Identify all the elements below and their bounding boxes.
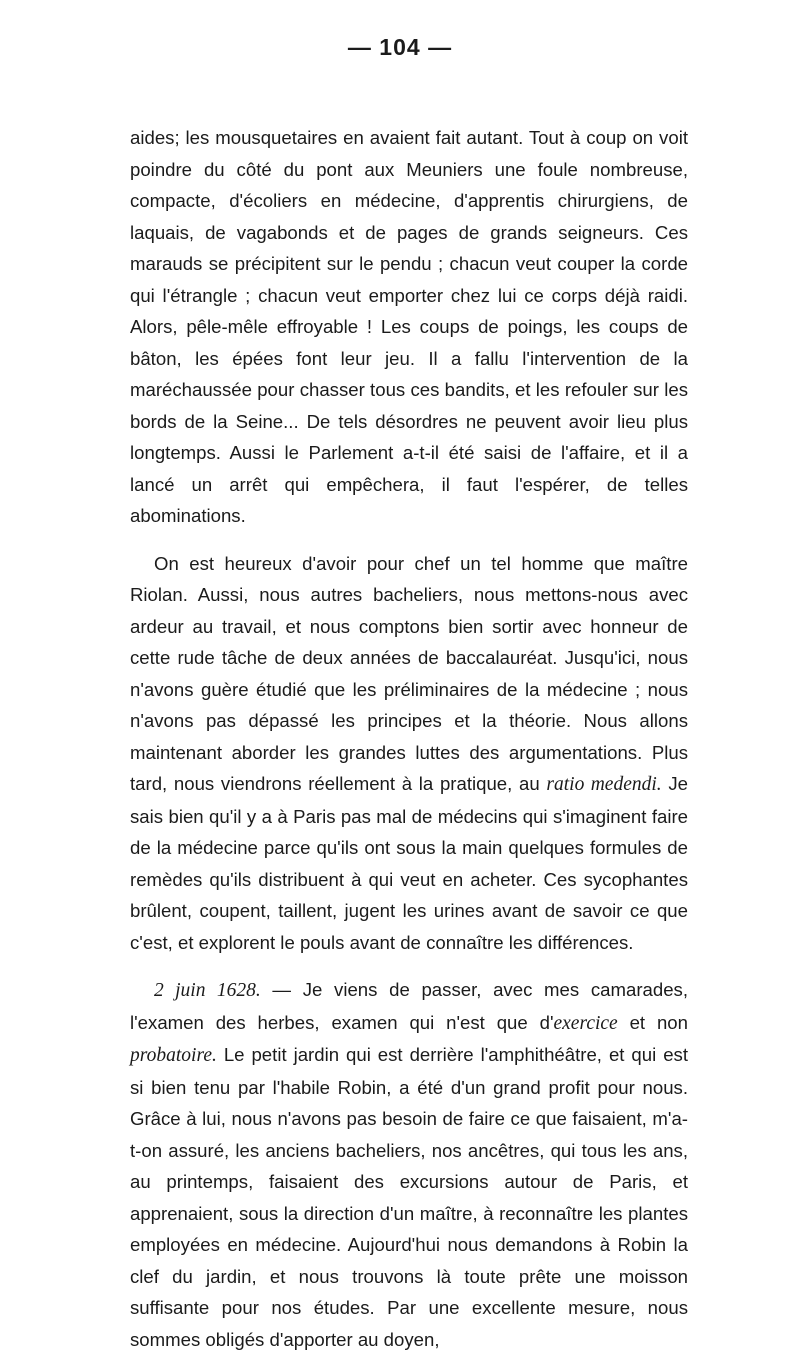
paragraph-2: [130, 548, 688, 959]
paragraph-2-text-start: On est heureux d'avoir pour chef un tel homme que maître Riolan. Aussi, nous autres bacheliers, nous mettons-nous avec ardeur au travail, et nous comptons bien sortir avec honneur de cette rude tâche de deux années de baccalauréat. Jusqu'ici, nous n'avons guère étudié que les préliminaires de la médecine ; nous n'avons pas dépassé les principes et la théorie. Nous allons maintenant aborder les grandes luttes des argumentations. Plus tard, nous viendrons réellement à la pratique, au: [130, 552, 688, 794]
body-text: [130, 122, 688, 1355]
italic-term-exercice: exercice: [553, 1012, 618, 1034]
paragraph-2-text-end: Je sais bien qu'il y a à Paris pas mal de médecins qui s'imaginent faire de la médecine parce qu'ils ont sous la main quelques formules de remèdes qu'ils distribuent à qui veut en acheter. Ces sycophantes brûlent, coupent, taillent, jugent les urines avant de savoir ce que c'est, et explorent le pouls avant de connaître les différences.: [130, 773, 688, 953]
entry-date: 2 juin 1628.: [154, 980, 261, 1001]
paragraph-3-text-mid: et non: [617, 1011, 688, 1033]
paragraph-3-text-end: Le petit jardin qui est derrière l'amphithéâtre, et qui est si bien tenu par l'habile Robin, a été d'un grand profit pour nous. Grâce à lui, nous n'avons pas besoin de faire ce que faisaient, m'a-t-on assuré, les anciens bacheliers, nos ancêtres, qui tous les ans, au printemps, faisaient des excursions autour de Paris, et apprenaient, sous la direction d'un maître, à reconnaître les plantes employées en médecine. Aujourd'hui nous demandons à Robin la clef du jardin, et nous trouvons là toute prête une moisson suffisante pour nos études. Par une excellente mesure, nous sommes obligés d'apporter au doyen,: [130, 1044, 688, 1350]
paragraph-1: aides; les mousquetaires en avaient fait autant. Tout à coup on voit poindre du côté du pont aux Meuniers une foule nombreuse, compacte, d'écoliers en médecine, d'apprentis chirurgiens, de laquais, de vagabonds et de pages de grands seigneurs. Ces marauds se précipitent sur le pendu ; chacun veut couper la corde qui l'étrangle ; chacun veut emporter chez lui ce corps déjà raidi. Alors, pêle-mêle effroyable ! Les coups de poings, les coups de bâton, les épées font leur jeu. Il a fallu l'intervention de la maréchaussée pour chasser tous ces bandits, et les refouler sur les bords de la Seine... De tels désordres ne peuvent avoir lieu plus longtemps. Aussi le Parlement a-t-il été saisi de l'affaire, et il a lancé un arrêt qui empêchera, il faut l'espérer, de telles abominations.: [130, 127, 688, 526]
paragraph-3: [130, 974, 688, 1355]
paragraph-3-text-start: — Je viens de passer, avec mes camarades, l'examen des herbes, examen qui n'est que d': [130, 979, 688, 1033]
page-number: — 104 —: [347, 34, 453, 60]
latin-phrase: ratio medendi.: [546, 774, 662, 795]
italic-term-probatoire: probatoire.: [130, 1045, 217, 1066]
